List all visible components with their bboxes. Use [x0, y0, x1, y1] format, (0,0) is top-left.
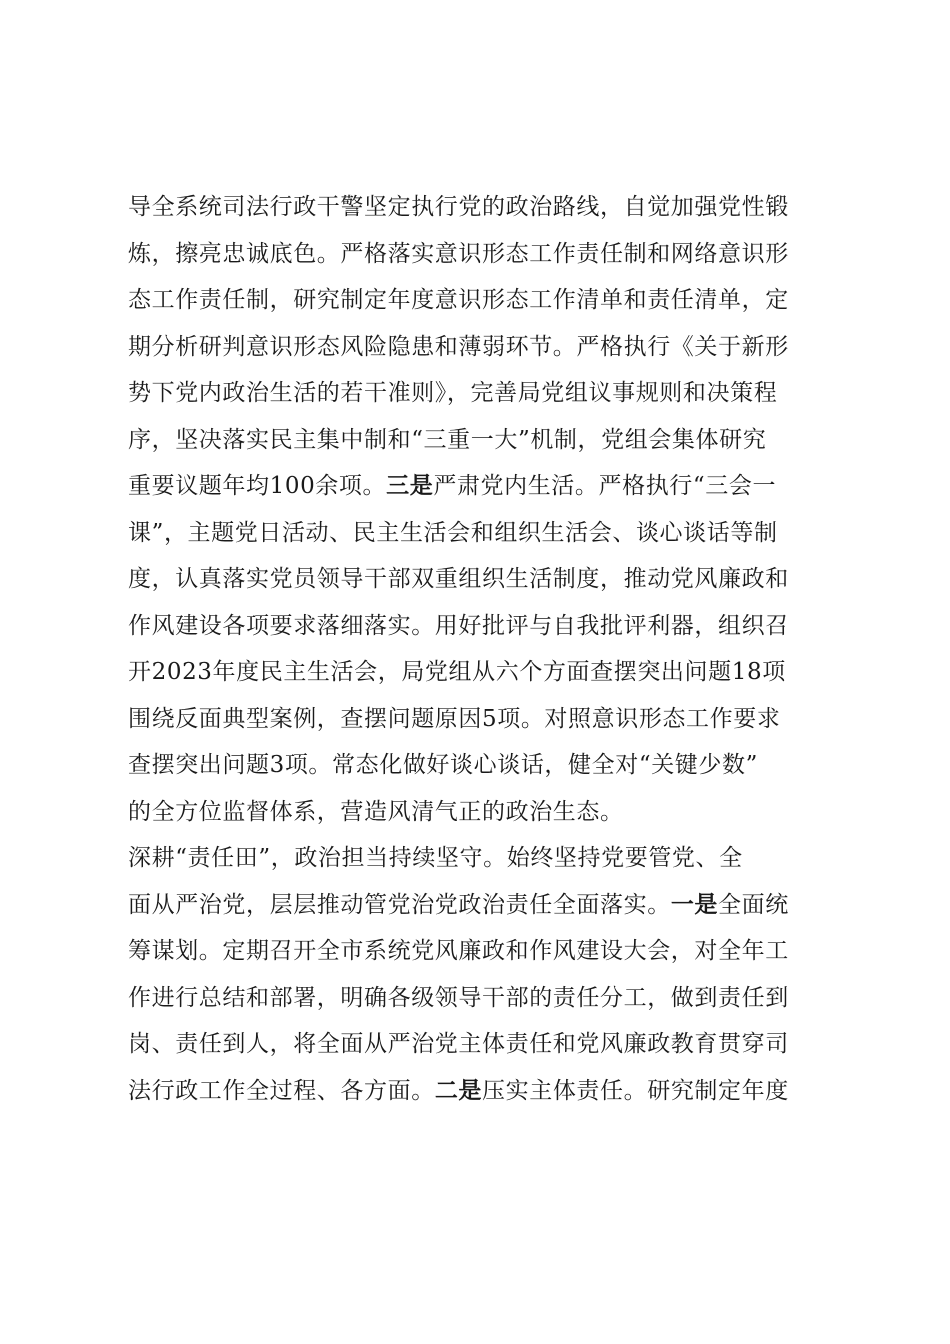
text-segment: 重要议题年均100余项。 — [128, 473, 387, 499]
text-line: 势下党内政治生活的若干准则》，完善局党组议事规则和决策程 — [128, 380, 778, 406]
text-line: 岗、责任到人，将全面从严治党主体责任和党风廉政教育贯穿司 — [128, 1031, 789, 1057]
bold-marker: 三是 — [386, 472, 434, 499]
text-line — [128, 882, 848, 929]
text-segment: 面从严治党，层层推动管党治党政治责任全面落实。 — [128, 891, 671, 918]
text-line: 作进行总结和部署，明确各级领导干部的责任分工，做到责任到 — [128, 984, 789, 1011]
text-line: 序，坚决落实民主集中制和“三重一大”机制，党组会集体研究 — [128, 426, 767, 453]
text-line: 深耕“责任田”，政治担当持续坚守。始终坚持党要管党、全 — [128, 845, 743, 871]
text-line: 围绕反面典型案例，查摆问题原因5项。对照意识形态工作要求 — [128, 705, 781, 732]
bold-marker: 二是 — [434, 1076, 483, 1104]
text-segment: 法行政工作全过程、各方面。 — [128, 1077, 435, 1104]
text-line: 炼，擦亮忠诚底色。严格落实意识形态工作责任制和网络意识形 — [128, 240, 789, 267]
text-line: 态工作责任制，研究制定年度意识形态工作清单和责任清单，定 — [128, 287, 789, 313]
text-line — [128, 1068, 848, 1115]
text-line: 期分析研判意识形态风险隐患和薄弱环节。严格执行《关于新形 — [128, 333, 789, 360]
text-segment: 全面统 — [718, 891, 789, 918]
text-line: 查摆突出问题3项。常态化做好谈心谈话，健全对“关键少数” — [128, 752, 758, 778]
document-body — [128, 184, 848, 1114]
text-line: 导全系统司法行政干警坚定执行党的政治路线，自觉加强党性锻 — [128, 194, 789, 220]
text-line: 筹谋划。定期召开全市系统党风廉政和作风建设大会，对全年工 — [128, 938, 789, 964]
text-line — [128, 463, 848, 510]
text-line: 的全方位监督体系，营造风清气正的政治生态。 — [128, 798, 624, 825]
bold-marker: 一是 — [670, 890, 719, 918]
text-line: 度，认真落实党员领导干部双重组织生活制度，推动党风廉政和 — [128, 566, 789, 592]
text-line: 作风建设各项要求落细落实。用好批评与自我批评利器，组织召 — [128, 612, 789, 639]
text-line: 课”，主题党日活动、民主生活会和组织生活会、谈心谈话等制 — [128, 519, 778, 546]
text-segment: 严肃党内生活。严格执行“三会一 — [433, 473, 777, 499]
text-line: 开2023年度民主生活会，局党组从六个方面查摆突出问题18项 — [128, 659, 786, 685]
text-segment: 压实主体责任。研究制定年度 — [482, 1077, 789, 1104]
